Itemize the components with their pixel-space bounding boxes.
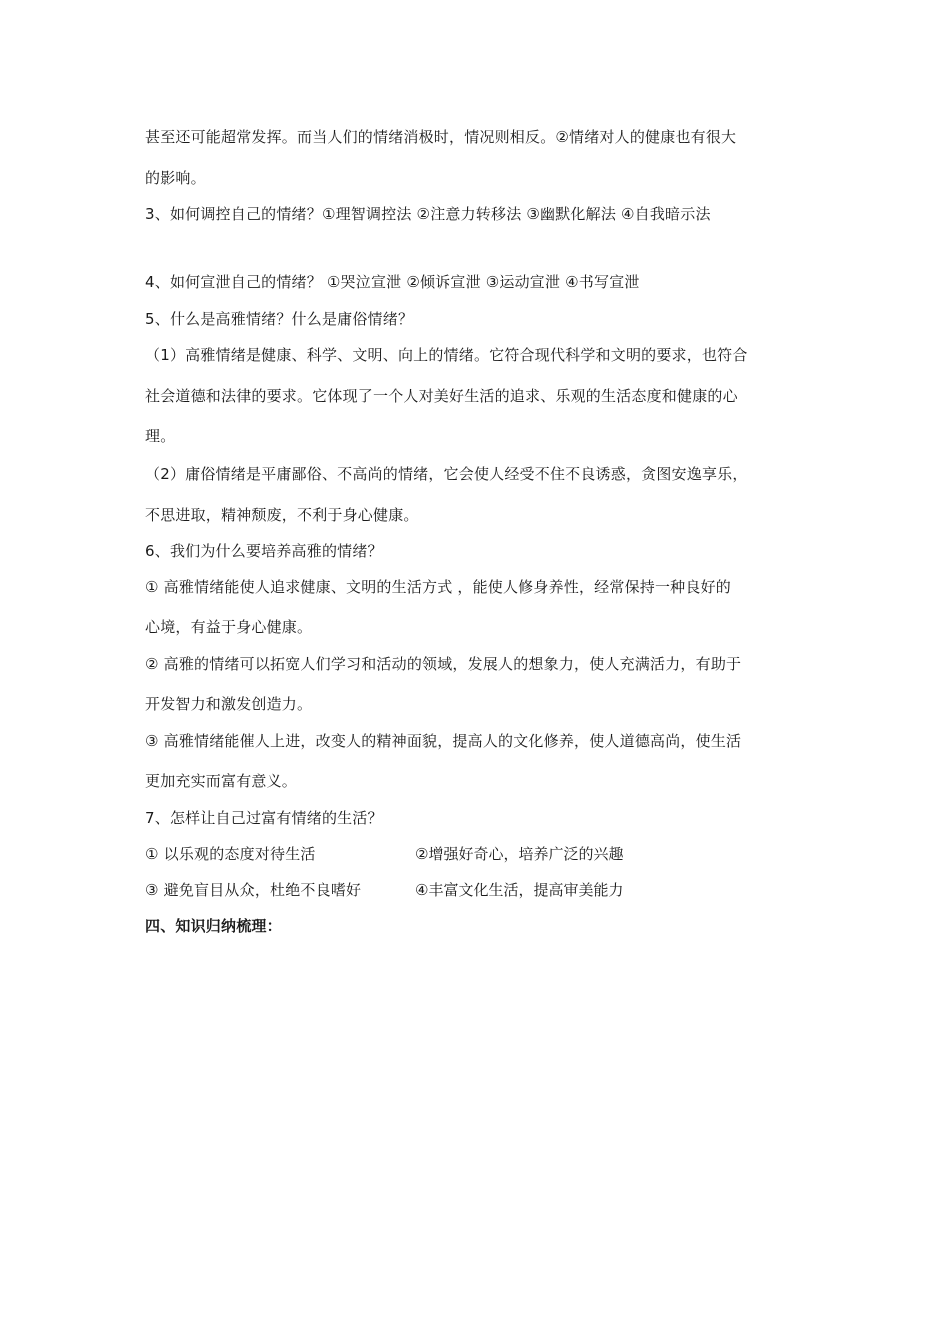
question-7: 7、怎样让自己过富有情绪的生活？ [145,809,383,827]
question-4: 4、如何宣泄自己的情绪？ ①哭泣宣泄 ②倾诉宣泄 ③运动宣泄 ④书写宣泄 [145,273,640,291]
question-3: 3、如何调控自己的情绪？①理智调控法 ②注意力转移法 ③幽默化解法 ④自我暗示法 [145,205,711,223]
intro-line-1: 甚至还可能超常发挥。而当人们的情绪消极时，情况则相反。②情绪对人的健康也有很大 [145,128,737,146]
section-4-heading: 四、知识归纳梳理： [145,917,282,935]
intro-line-2: 的影响。 [145,169,206,187]
answer-5-1-line-1: （1）高雅情绪是健康、科学、文明、向上的情绪。它符合现代科学和文明的要求，也符合 [145,346,748,364]
question-6: 6、我们为什么要培养高雅的情绪？ [145,542,383,560]
answer-6-3-line-2: 更加充实而富有意义。 [145,772,298,790]
answer-6-3-line-1: ③ 高雅情绪能催人上进，改变人的精神面貌，提高人的文化修养，使人道德高尚，使生活 [145,732,742,750]
answer-7-1: ① 以乐观的态度对待生活 [145,845,316,863]
answer-5-2-line-1: （2）庸俗情绪是平庸鄙俗、不高尚的情绪，它会使人经受不住不良诱惑，贪图安逸享乐， [145,465,748,483]
answer-7-3: ③ 避免盲目从众，杜绝不良嗜好 [145,881,362,899]
answer-6-2-line-1: ② 高雅的情绪可以拓宽人们学习和活动的领域，发展人的想象力，使人充满活力，有助于 [145,655,742,673]
question-5: 5、什么是高雅情绪？什么是庸俗情绪？ [145,310,414,328]
answer-5-1-line-2: 社会道德和法律的要求。它体现了一个人对美好生活的追求、乐观的生活态度和健康的心 [145,387,738,405]
answer-6-1-line-2: 心境，有益于身心健康。 [145,618,313,636]
answer-5-1-line-3: 理。 [145,427,176,445]
answer-7-2: ②增强好奇心，培养广泛的兴趣 [415,845,624,863]
answer-5-2-line-2: 不思进取，精神颓废，不利于身心健康。 [145,506,419,524]
answer-7-4: ④丰富文化生活，提高审美能力 [415,881,624,899]
answer-6-2-line-2: 开发智力和激发创造力。 [145,695,313,713]
answer-6-1-line-1: ① 高雅情绪能使人追求健康、文明的生活方式 ，能使人修身养性，经常保持一种良好的 [145,578,731,596]
